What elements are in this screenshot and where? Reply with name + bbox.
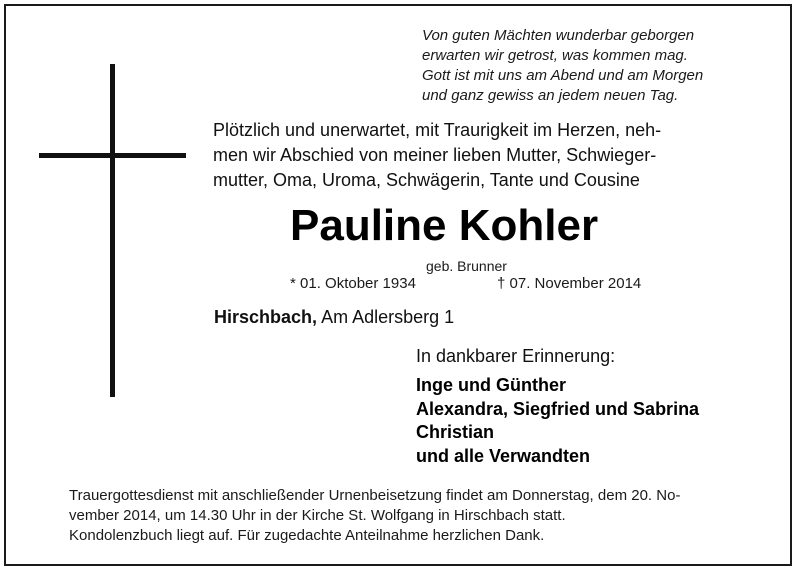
- address: [214, 307, 454, 328]
- mourner-line: Christian: [416, 422, 495, 442]
- service-info: Trauergottesdienst mit anschließender Urnenbeisetzung findet am Donnerstag, dem 20. No- vember 2014, um 14.30 Uhr in der Kirche St. Wolfgang in Hirschbach statt. Kondolenzbuch liegt auf. Für zugedachte Anteilnahme herzlichen Dank.: [69, 487, 681, 544]
- cross-vertical-bar: [110, 64, 115, 397]
- address-town: Hirschbach,: [214, 307, 318, 327]
- birth-date: * 01. Oktober 1934: [290, 275, 416, 292]
- death-date: † 07. November 2014: [497, 275, 642, 292]
- deceased-name: Pauline Kohler: [290, 201, 599, 250]
- mourners-list: [416, 374, 699, 468]
- poem-verse: Von guten Mächten wunderbar geborgen erwarten wir getrost, was kommen mag. Gott ist mit uns am Abend und am Morgen und ganz gewiss an jedem neuen Tag.: [422, 27, 704, 104]
- thanks-heading: In dankbarer Erinnerung:: [416, 346, 616, 366]
- mourner-line: Alexandra, Siegfried und Sabrina: [416, 398, 700, 419]
- mourner-line: Inge und Günther: [416, 375, 566, 395]
- maiden-name: geb. Brunner: [426, 258, 507, 274]
- mourner-line: und alle Verwandten: [416, 445, 591, 466]
- cross-horizontal-bar: [39, 153, 186, 158]
- intro-text: Plötzlich und unerwartet, mit Traurigkeit im Herzen, neh- men wir Abschied von meiner lieben Mutter, Schwieger- mutter, Oma, Uroma, Schwägerin, Tante und Cousine: [213, 120, 662, 190]
- address-street: Am Adlersberg 1: [321, 307, 455, 327]
